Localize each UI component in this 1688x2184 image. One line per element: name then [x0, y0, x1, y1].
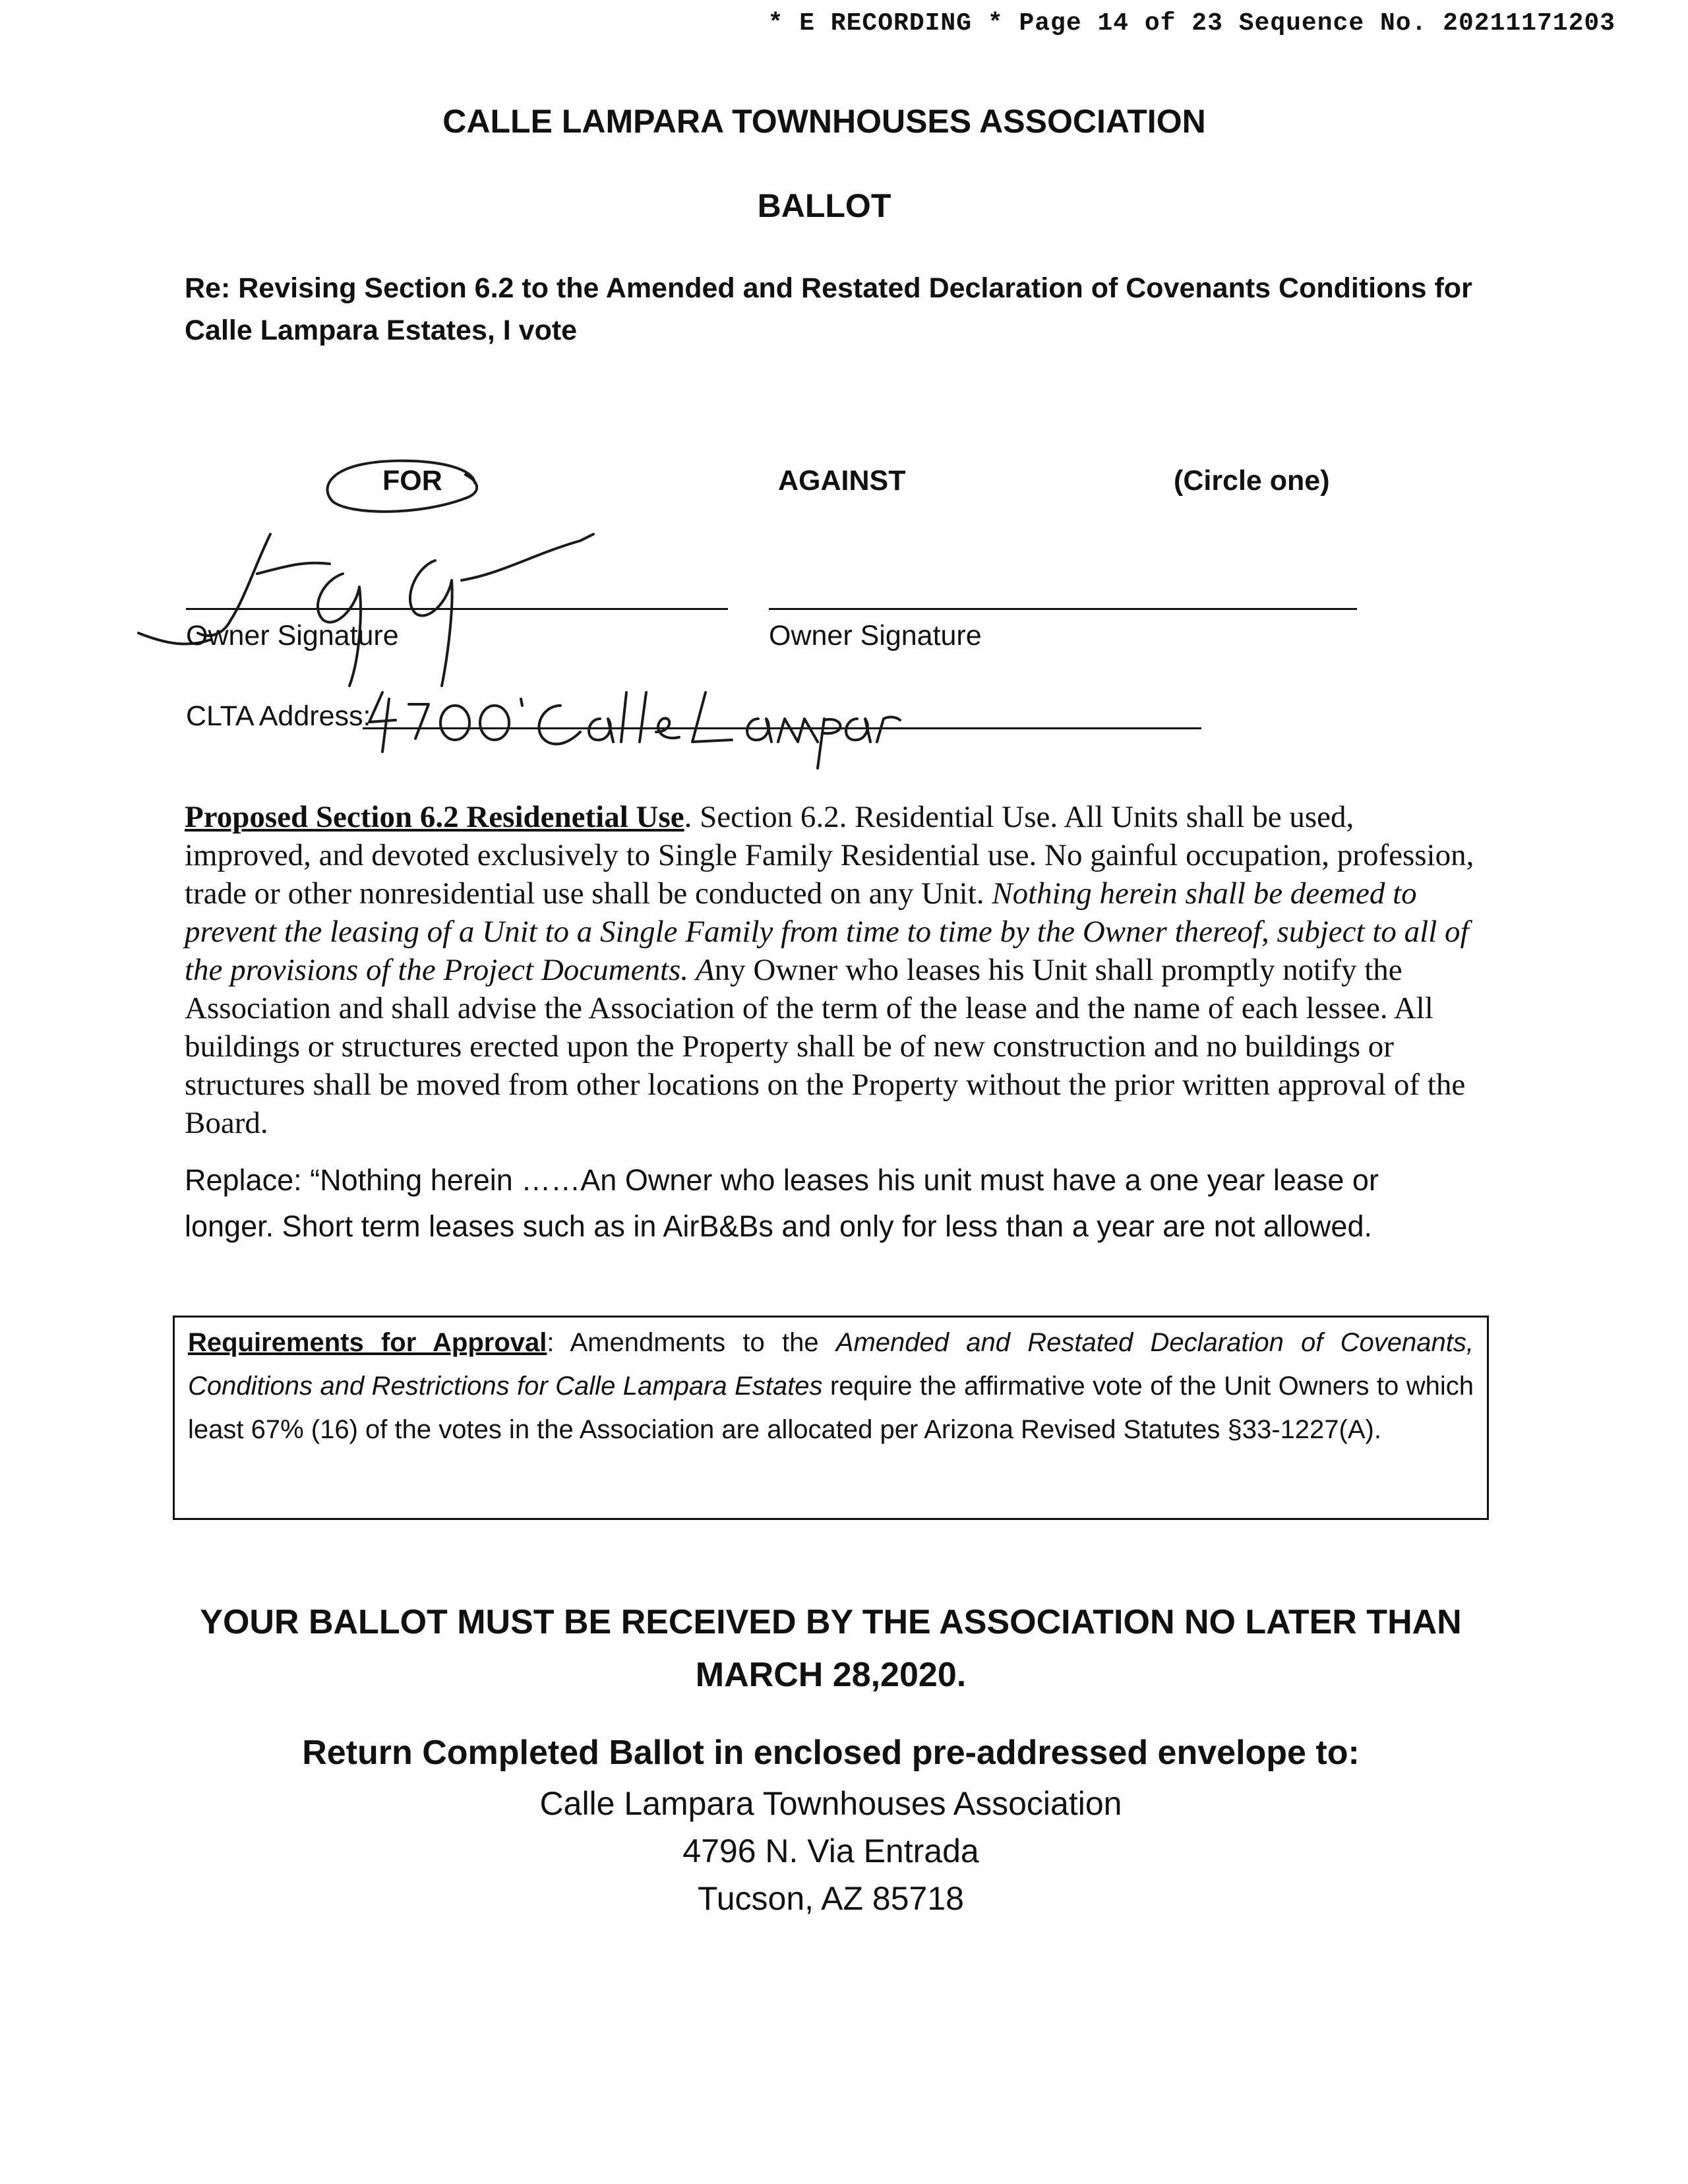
- replace-paragraph: Replace: “Nothing herein ……An Owner who leases his unit must have a one year lease or longer. Short term leases such as in AirB&Bs and only for less than a year are not allowed.: [185, 1163, 1379, 1243]
- requirements-rest: require the affirmative vote of the Unit Owners to which least 67% (16) of the votes in the Association are allocated per Arizona Revised Statutes §33-1227(A).: [188, 1372, 1474, 1444]
- section-text-part1: . Section 6.2. Residential Use. All Units shall be used, improved, and devoted exclusively to Single Family Residential use. No gainful occupation, profession, trade or other nonresidential use shall be conducted on any Unit.: [185, 800, 1474, 911]
- return-street: 4796 N. Via Entrada: [682, 1833, 979, 1869]
- return-heading: Return Completed Ballot in enclosed pre-addressed envelope to:: [302, 1734, 1360, 1772]
- requirements-text: [188, 1321, 1474, 1451]
- clta-address-label: CLTA Address:: [186, 700, 371, 732]
- requirements-italic: Amended and Restated Declaration of Covenants, Conditions and Restrictions for Calle Lampara Estates: [188, 1328, 1474, 1401]
- circle-one-instruction: (Circle one): [1174, 465, 1330, 497]
- ballot-title: BALLOT: [757, 187, 891, 224]
- association-title: CALLE LAMPARA TOWNHOUSES ASSOCIATION: [442, 103, 1206, 140]
- section-text-part2: ny Owner who leases his Unit shall promptly notify the Association and shall advise the Association of the term of the lease and the name of each lessee. All buildings or structures erected upon the Property shall be of new construction and no buildings or structures shall be moved from other locations on the Property without the prior written approval of the Board.: [185, 953, 1466, 1140]
- deadline-line-1: YOUR BALLOT MUST BE RECEIVED BY THE ASSOCIATION NO LATER THAN: [200, 1603, 1462, 1641]
- vote-option-against[interactable]: AGAINST: [778, 465, 906, 497]
- requirements-label: Requirements for Approval: [188, 1328, 547, 1357]
- return-name: Calle Lampara Townhouses Association: [539, 1785, 1122, 1822]
- return-city: Tucson, AZ 85718: [698, 1880, 964, 1917]
- recording-header: * E RECORDING * Page 14 of 23 Sequence No. 20211171203: [768, 9, 1615, 38]
- re-subject: Re: Revising Section 6.2 to the Amended and Restated Declaration of Covenants Conditions for Calle Lampara Estates, I vote: [185, 272, 1472, 346]
- deadline-line-2: MARCH 28,2020.: [695, 1656, 967, 1694]
- for-selection-circle: [316, 455, 488, 521]
- owner-signature-label-left: Owner Signature: [186, 620, 399, 652]
- clta-address-handwritten: [363, 679, 903, 772]
- owner-signature-handwritten: [132, 521, 699, 706]
- owner-signature-label-right: Owner Signature: [769, 620, 982, 652]
- vote-option-for[interactable]: FOR: [382, 465, 442, 497]
- section-text-italic: Nothing herein shall be deemed to prevent the leasing of a Unit to a Single Family from time to time by the Owner thereof, subject to all of the provisions of the Project Documents. A: [185, 876, 1469, 987]
- proposed-section-heading: Proposed Section 6.2 Residenetial Use: [185, 800, 684, 834]
- requirements-colon: : Amendments to the: [547, 1328, 836, 1357]
- proposed-section-paragraph: [185, 798, 1477, 1142]
- owner-signature-line-right[interactable]: [769, 608, 1357, 610]
